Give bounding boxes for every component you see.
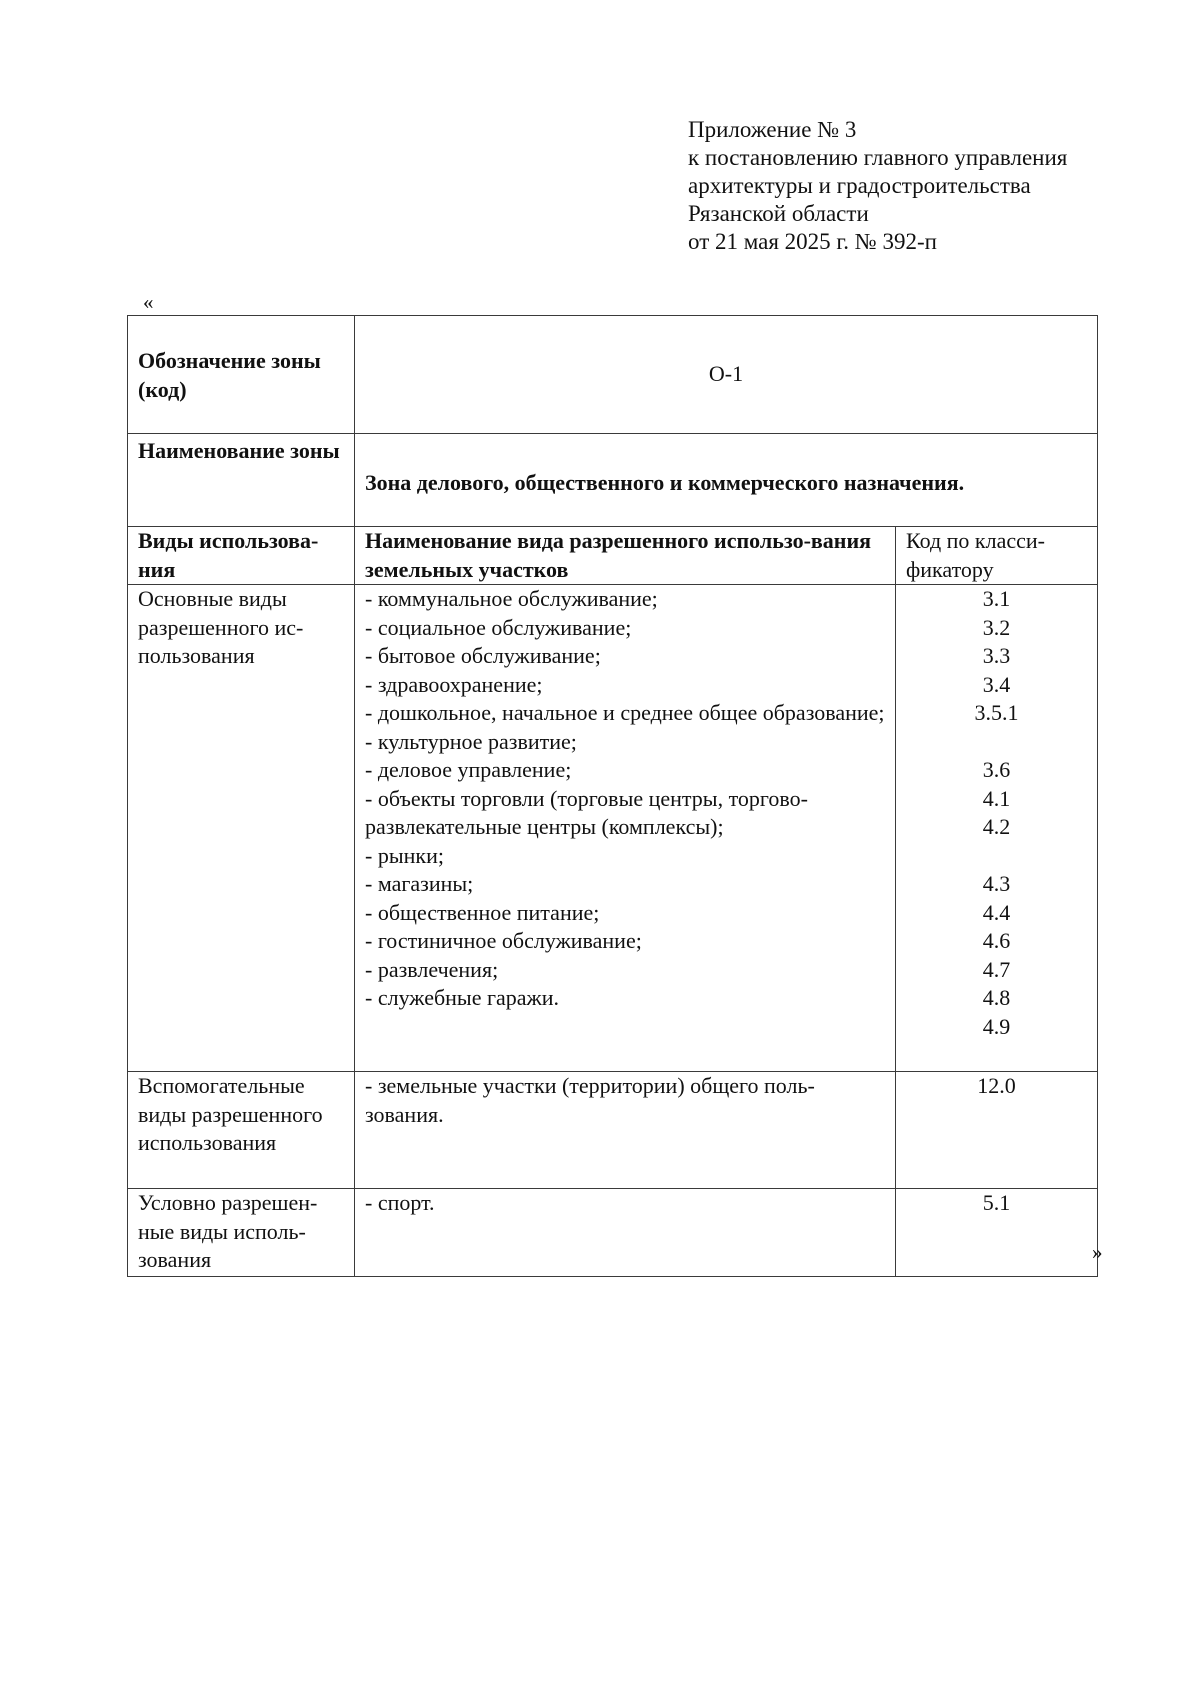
list-item: - служебные гаражи. (365, 985, 559, 1010)
list-item: - спорт. (365, 1190, 435, 1215)
appendix-header (688, 116, 1067, 256)
column-header-row (128, 527, 1098, 585)
closing-quote: » (1092, 1240, 1103, 1264)
column-header-usage-type: Виды использова-ния (128, 527, 355, 585)
main-uses-row (128, 585, 1098, 1072)
conditional-uses-codes (896, 1189, 1098, 1277)
auxiliary-uses-codes (896, 1072, 1098, 1189)
conditional-uses-label: Условно разрешен-ные виды исполь-зования (128, 1189, 355, 1277)
main-uses-list (355, 585, 896, 1072)
list-item: - деловое управление; (365, 757, 572, 782)
classifier-code: 3.6 (982, 757, 1011, 782)
conditional-uses-list (355, 1189, 896, 1277)
auxiliary-uses-label: Вспомогательные виды разрешенного использования (128, 1072, 355, 1189)
list-item: - дошкольное, начальное и среднее общее образование; (365, 700, 885, 725)
appendix-line: Рязанской области (688, 201, 869, 226)
classifier-code-spacer (906, 842, 1087, 871)
list-item: - бытовое обслуживание; (365, 643, 601, 668)
list-item: - коммунальное обслуживание; (365, 586, 658, 611)
list-item: - рынки; (365, 842, 444, 868)
classifier-code: 4.8 (982, 985, 1011, 1010)
column-header-classifier-code: Код по класси-фикатору (896, 527, 1098, 585)
appendix-line: от 21 мая 2025 г. № 392-п (688, 229, 937, 254)
list-item: - развлечения; (365, 956, 499, 982)
list-item: - объекты торговли (торговые центры, торгово-развлекательные центры (комплексы); (365, 785, 808, 839)
zone-code-value: О-1 (355, 316, 1098, 434)
classifier-code: 3.5.1 (974, 700, 1019, 725)
conditional-uses-row (128, 1189, 1098, 1277)
auxiliary-uses-row (128, 1072, 1098, 1189)
main-uses-codes (896, 585, 1098, 1072)
classifier-code: 4.3 (982, 871, 1011, 896)
list-item: - здравоохранение; (365, 671, 543, 697)
classifier-code: 3.4 (982, 671, 1011, 697)
classifier-code: 3.3 (982, 643, 1011, 668)
classifier-code: 4.7 (982, 956, 1011, 982)
zone-table (127, 315, 1098, 1277)
appendix-line: к постановлению главного управления (688, 145, 1068, 170)
classifier-code: 4.6 (982, 928, 1011, 953)
zone-name-label: Наименование зоны (128, 434, 355, 527)
opening-quote: « (143, 290, 154, 314)
list-item: - земельные участки (территории) общего поль-зования. (365, 1073, 815, 1127)
zone-code-row (128, 316, 1098, 434)
classifier-code: 12.0 (977, 1073, 1016, 1098)
zone-name-row (128, 434, 1098, 527)
list-item: - гостиничное обслуживание; (365, 928, 642, 953)
appendix-line: Приложение № 3 (688, 117, 857, 142)
list-item: - культурное развитие; (365, 728, 577, 754)
classifier-code: 3.2 (982, 614, 1011, 640)
classifier-code: 5.1 (982, 1190, 1011, 1215)
classifier-code: 4.2 (982, 814, 1011, 839)
classifier-code: 3.1 (982, 586, 1011, 611)
list-item: - общественное питание; (365, 899, 600, 925)
list-item: - социальное обслуживание; (365, 614, 632, 640)
main-uses-label: Основные виды разрешенного ис-пользования (128, 585, 355, 1072)
classifier-code-spacer (906, 728, 1087, 757)
zone-name-value: Зона делового, общественного и коммерческого назначения. (355, 434, 1098, 527)
list-item: - магазины; (365, 871, 474, 896)
zone-code-label: Обозначение зоны (код) (128, 316, 355, 434)
auxiliary-uses-list (355, 1072, 896, 1189)
classifier-code: 4.4 (982, 899, 1011, 925)
classifier-code: 4.1 (982, 785, 1011, 811)
appendix-line: архитектуры и градостроительства (688, 173, 1031, 198)
classifier-code: 4.9 (982, 1013, 1011, 1039)
column-header-use-name: Наименование вида разрешенного использо-вания земельных участков (355, 527, 896, 585)
